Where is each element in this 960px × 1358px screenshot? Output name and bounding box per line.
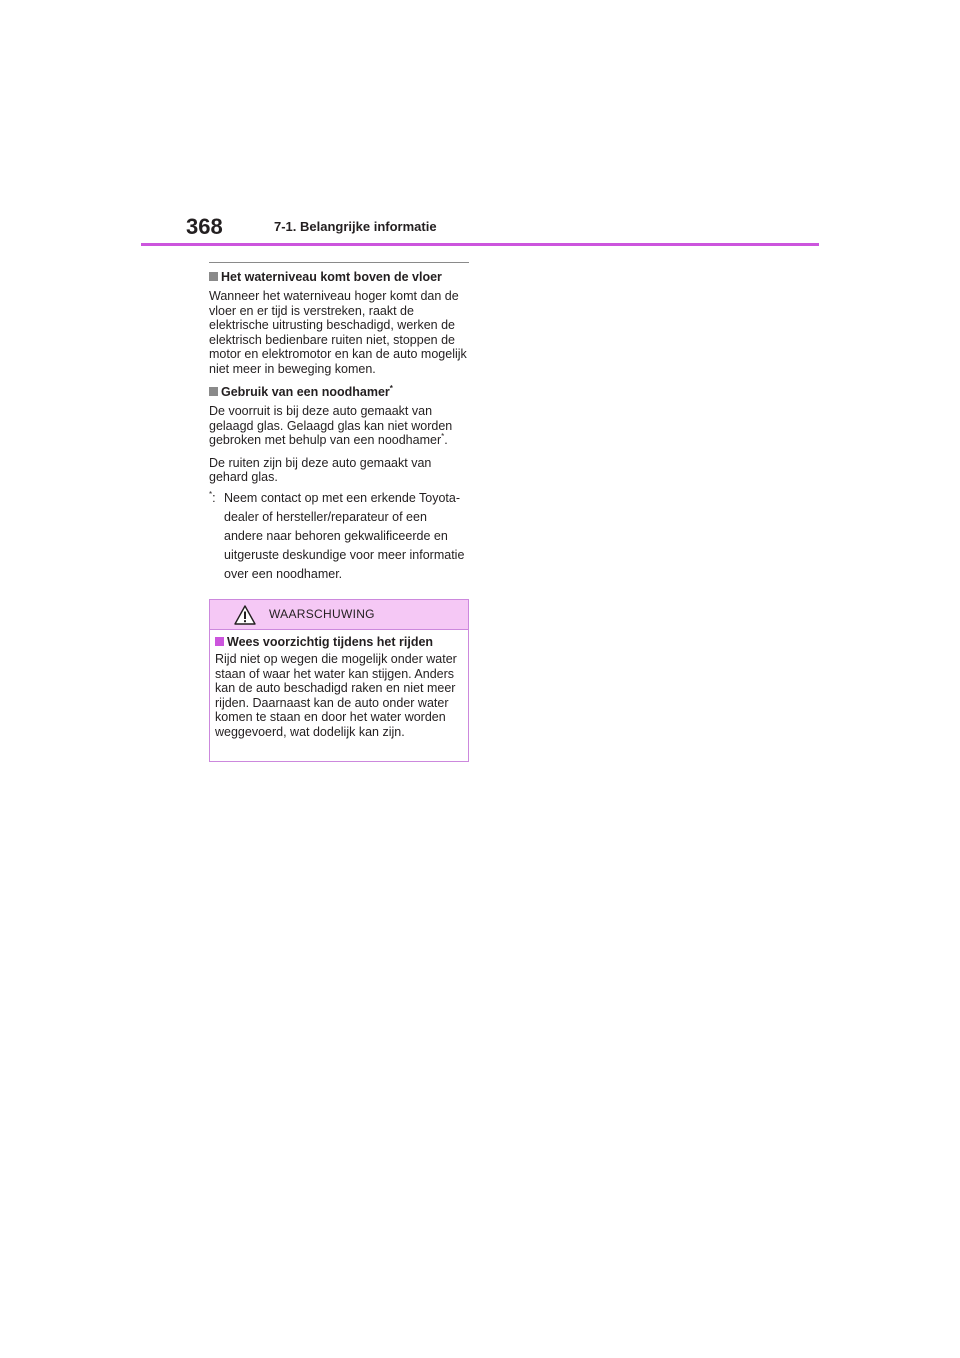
section-divider bbox=[209, 262, 469, 263]
page-number: 368 bbox=[186, 214, 223, 239]
warning-text: Rijd niet op wegen die mogelijk onder water staan of waar het water kan stijgen. Anders kan de auto beschadigd raken en niet meer rijden. Daarnaast kan de auto onder water komen te staan en door het water worden weggevoerd, wat dodelijk kan zijn. bbox=[215, 652, 457, 739]
section-title: 7-1. Belangrijke informatie bbox=[274, 219, 437, 234]
page-header bbox=[0, 0, 960, 250]
content-column bbox=[209, 262, 469, 584]
warning-body bbox=[210, 630, 468, 739]
square-bullet-icon bbox=[209, 387, 218, 396]
footnote-text: Neem contact op met een erkende Toyota-dealer of hersteller/reparateur of een andere naar behoren gekwalificeerde en uitgeruste deskundige voor meer informatie over een noodhamer. bbox=[224, 490, 465, 581]
square-bullet-icon bbox=[209, 272, 218, 281]
footnote-marker: * bbox=[389, 384, 393, 393]
warning-heading: Wees voorzichtig tijdens het rijden bbox=[215, 634, 463, 650]
paragraph-tempered-glass: De ruiten zijn bij deze auto gemaakt van gehard glas. bbox=[209, 455, 432, 484]
footnote-label: *: bbox=[209, 489, 216, 505]
warning-triangle-icon bbox=[234, 605, 256, 625]
header-divider bbox=[141, 243, 819, 246]
square-bullet-icon bbox=[215, 637, 224, 646]
section-heading-water-level: Het waterniveau komt boven de vloer bbox=[209, 269, 469, 285]
warning-title: WAARSCHUWING bbox=[269, 607, 375, 621]
section-heading-emergency-hammer: Gebruik van een noodhamer* bbox=[209, 384, 469, 400]
warning-header bbox=[210, 600, 468, 630]
paragraph-laminated-glass: De voorruit is bij deze auto gemaakt van gelaagd glas. Gelaagd glas kan niet worden gebroken met behulp van een noodhamer*. bbox=[209, 404, 453, 447]
footnote bbox=[209, 489, 469, 584]
footnote-marker: * bbox=[441, 432, 445, 441]
paragraph-water-level: Wanneer het waterniveau hoger komt dan de vloer en er tijd is verstreken, raakt de elektrische uitrusting beschadigd, werken de elektrisch bedienbare ruiten niet, stoppen de motor en elektromotor en kan de auto mogelijk niet meer in beweging komen. bbox=[209, 289, 467, 376]
warning-box bbox=[209, 599, 469, 762]
